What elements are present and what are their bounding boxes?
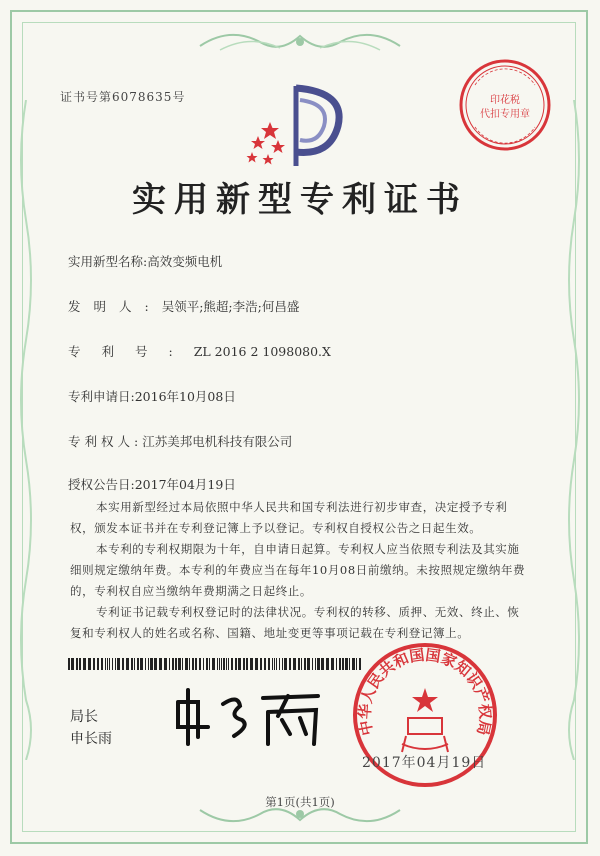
- page-number: 第1页(共1页): [265, 795, 335, 809]
- page-title: 实用新型专利证书: [132, 180, 468, 220]
- patentee-label: 专利权人:: [68, 434, 143, 449]
- patentee-row: [68, 432, 292, 450]
- application-date-label: 专利申请日:: [68, 389, 135, 404]
- grant-date-value: 2017年04月19日: [134, 477, 236, 492]
- barcode-icon: [68, 658, 364, 670]
- patentee-value: 江苏美邦电机科技有限公司: [142, 434, 293, 449]
- stamp-date: 2017年04月19日: [362, 755, 487, 771]
- patent-number-label: 专利号:: [68, 344, 194, 359]
- legal-paragraph-3: 专利证书记载专利权登记时的法律状况。专利权的转移、质押、无效、终止、恢复和专利权人的姓名或名称、国籍、地址变更等事项记载在专利登记簿上。: [70, 605, 520, 640]
- legal-paragraph-2: 本专利的专利权期限为十年，自申请日起算。专利权人应当依照专利法及其实施细则规定缴纳年费。本专利的年费应当在每年10月08日前缴纳。未按照规定缴纳年费的，专利权自应当缴纳年费期满之日起终止。: [70, 542, 526, 598]
- inventor-value: 吴领平;熊超;李浩;何昌盛: [161, 299, 300, 314]
- grant-date-label: 授权公告日:: [68, 477, 135, 492]
- inventor-label: 发明人:: [68, 299, 162, 314]
- patent-number-value: ZL 2016 2 1098080.X: [193, 344, 331, 359]
- certificate-number: 证书号第6078635号: [60, 90, 186, 104]
- patent-number-row: [68, 342, 331, 360]
- small-red-seal-icon: [455, 55, 555, 155]
- application-date-value: 2016年10月08日: [134, 389, 236, 404]
- handwritten-signature-icon: [168, 682, 328, 752]
- director-title: 局长: [70, 709, 98, 725]
- svg-text:印花税: 印花税: [490, 95, 520, 106]
- inventor-row: [68, 297, 299, 315]
- top-ornament: [190, 26, 410, 58]
- legal-paragraph-1: 本实用新型经过本局依照中华人民共和国专利法进行初步审查，决定授予专利权，颁发本证书并在专利登记簿上予以登记。专利权自授权公告之日起生效。: [70, 500, 508, 535]
- application-date-row: [68, 387, 236, 405]
- utility-model-name-value: 高效变频电机: [147, 254, 223, 269]
- director-name: 申长雨: [70, 731, 112, 747]
- utility-model-name-label: 实用新型名称:: [68, 254, 148, 269]
- svg-text:代扣专用章: 代扣专用章: [480, 109, 530, 120]
- utility-model-name-row: [68, 252, 222, 270]
- cnipa-logo-icon: [238, 82, 358, 168]
- large-seal-text: 中华人民共和国国家知识产权局: [355, 645, 495, 738]
- grant-date-row: [68, 475, 236, 493]
